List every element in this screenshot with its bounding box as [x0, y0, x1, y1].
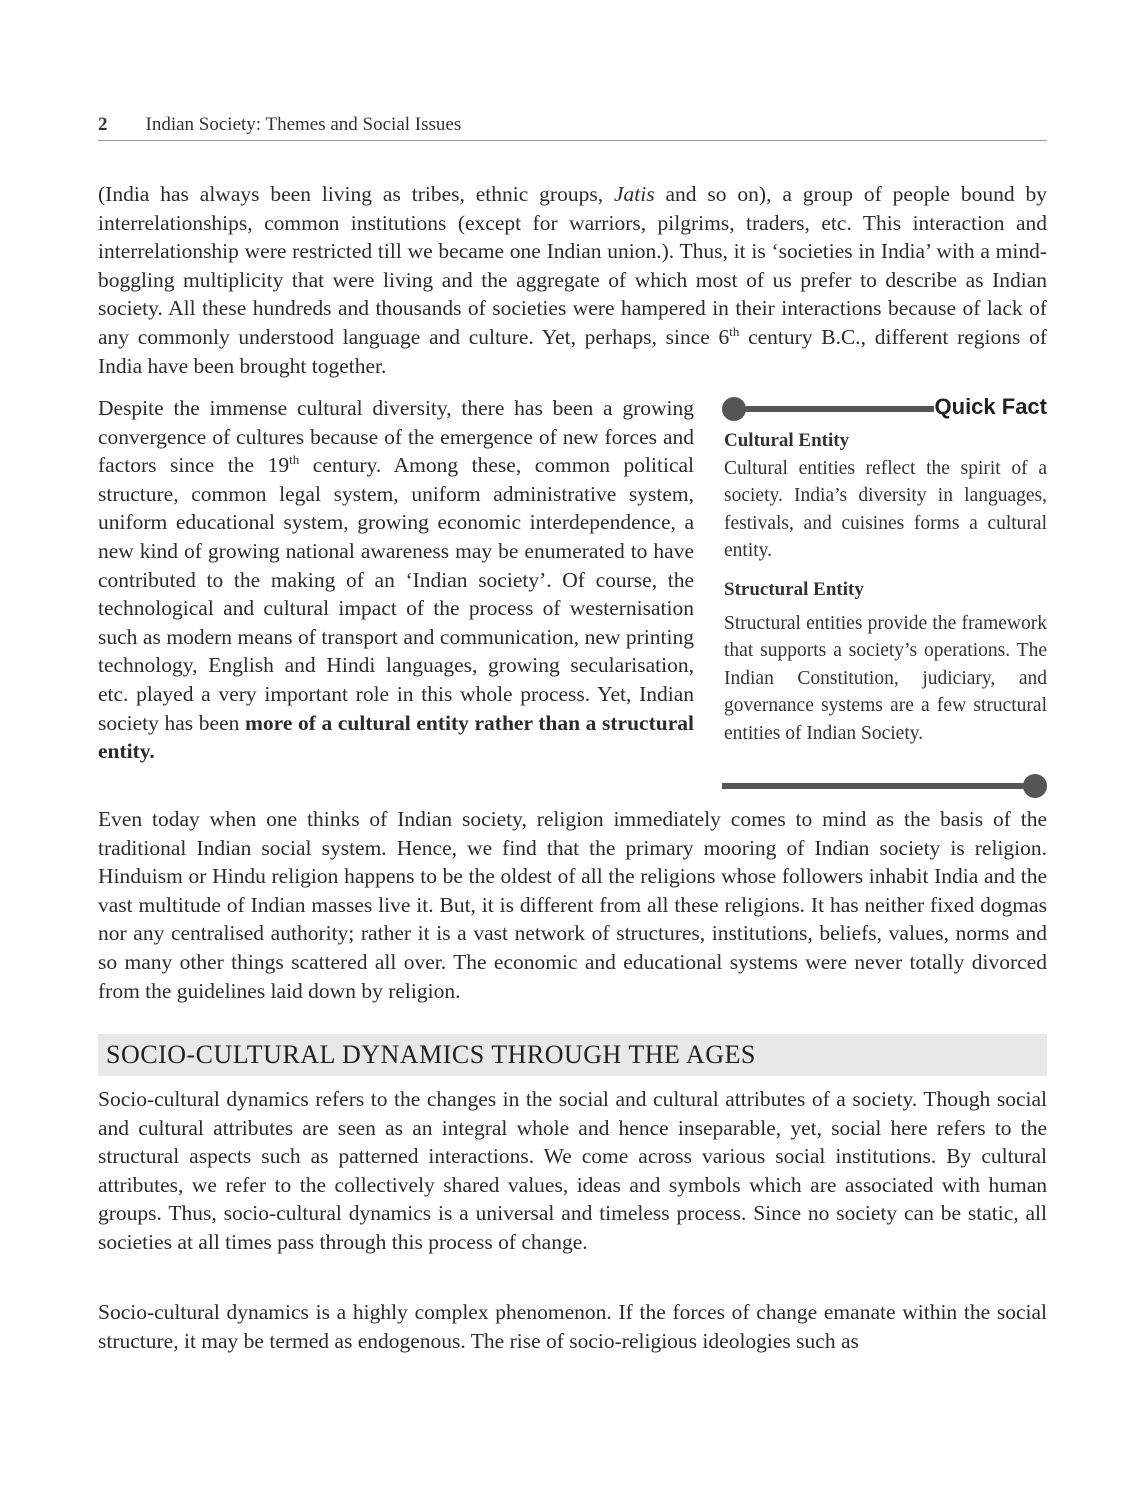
text-run: Despite the immense cultural diversity, there has been a growing convergence of cultures because of the emergence of new forces and factors since the [98, 396, 694, 478]
text-run: and so on), a group of people bound by interrelationships, common institutions (except for warriors, pilgrims, traders, etc. This interaction and interrelationship were restricted till we became one Indian union.). Thus, it is ‘societies in India’ with a mind-boggling multiplicity that were living and the aggregate of which most of us prefer to describe as Indian society. All these hundreds and thousands of societies were hampered in their interactions because of lack of any commonly understood language and culture. Yet, perhaps, since [98, 182, 1047, 349]
text-run: century. Among these, common political structure, common legal system, uniform administrative system, uniform educational system, growing economic interdependence, a new kind of growing national awareness may be enumerated to have contributed to the making of an ‘Indian society’. Of course, the technological and cultural impact of the process of westernisation such as modern means of transport and communication, new printing technology, English and Hindi languages, growing secularisation, etc. played a very important role in this whole process. Yet, Indian society has been [98, 453, 695, 735]
quick-fact-bottom-rule [722, 773, 1047, 799]
section-heading-text: SOCIO-CULTURAL DYNAMICS THROUGH THE AGES [106, 1040, 756, 1069]
intro-paragraph [98, 180, 1047, 380]
text-run: (India has always been living as tribes, ethnic groups, [98, 182, 614, 206]
ordinal-number: 6 [718, 324, 730, 349]
running-head [98, 114, 1047, 141]
religion-paragraph: Even today when one thinks of Indian society, religion immediately comes to mind as the basis of the traditional Indian social system. Hence, we find that the primary mooring of Indian society is religion. Hinduism or Hindu religion happens to be the oldest of all the religions whose followers inhabit India and the vast multitude of Indian masses live it. But, it is different from all these religions. It has neither fixed dogmas nor any centralised authority; rather it is a vast network of structures, institutions, beliefs, values, norms and so many other things scattered all over. The economic and educational systems were never totally divorced from the guidelines laid down by religion. [98, 807, 1047, 1003]
ordinal-suffix: th [289, 452, 300, 468]
convergence-paragraph [98, 394, 694, 766]
page-number: 2 [98, 114, 108, 135]
ordinal-number: 19 [267, 453, 290, 478]
quick-fact-box [722, 392, 1047, 802]
quick-fact-title: Quick Fact [934, 394, 1047, 419]
ordinal-suffix: th [729, 323, 740, 339]
structural-entity-heading: Structural Entity [724, 579, 864, 600]
complexity-paragraph: Socio-cultural dynamics is a highly complex phenomenon. If the forces of change emanate within the social structure, it may be termed as endogenous. The rise of socio-religious ideologies such as [98, 1300, 1047, 1353]
bullet-dot-icon [1023, 774, 1047, 798]
text-run: century B.C., different regions of India have been brought together. [98, 324, 1048, 378]
rule-bar [742, 406, 934, 412]
rule-bar [722, 783, 1032, 789]
cultural-entity-heading: Cultural Entity [724, 430, 850, 451]
book-title: Indian Society: Themes and Social Issues [145, 114, 462, 135]
cultural-entity-text: Cultural entities reflect the spirit of a society. India’s diversity in languages, festivals, and cuisines forms a cultural entity. [724, 458, 1047, 562]
dynamics-paragraph: Socio-cultural dynamics refers to the changes in the social and cultural attributes of a society. Though social and cultural attributes are seen as an integral whole and hence inseparable, yet, social here refers to the structural aspects such as patterned interactions. We come across various social institutions. By cultural attributes, we refer to the collectively shared values, ideas and symbols which are associated with human groups. Thus, socio-cultural dynamics is a universal and timeless process. Since no society can be static, all societies at all times pass through this process of change. [98, 1087, 1047, 1254]
section-heading [98, 1034, 1047, 1076]
italic-term: Jatis [613, 182, 655, 206]
bold-emphasis: more of a cultural entity rather than a structural entity. [98, 710, 694, 764]
quick-fact-top-rule [722, 394, 1047, 424]
structural-entity-text: Structural entities provide the framework that supports a society’s operations. The Indian Constitution, judiciary, and governance systems are a few structural entities of Indian Society. [724, 613, 1047, 744]
